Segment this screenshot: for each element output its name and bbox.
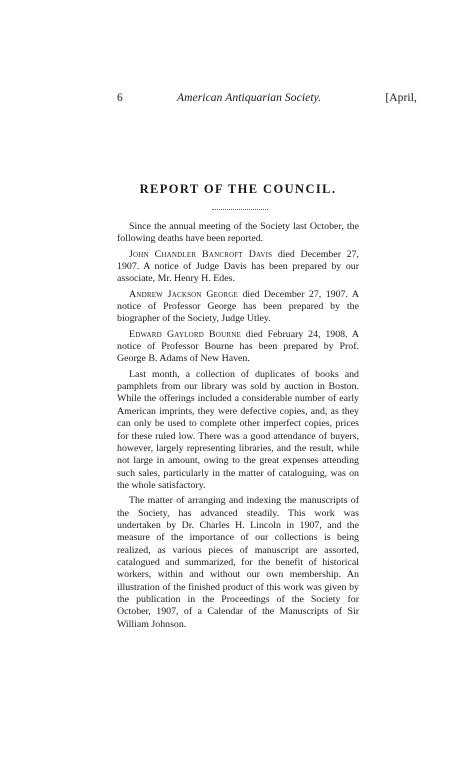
deceased-name: John Chandler Bancroft Davis xyxy=(129,248,273,260)
paragraph-text: The matter of arranging and indexing the manuscripts of the Society, has advanced steadily. This work was undertaken by Dr. Charles H. Lincoln in 1907, and the measure of the importance of our collections is being realized, as various pieces of manuscript are assorted, catalogued and summarized, for the benefit of historical workers, within and without our own membership. An illustration of the finished product of this work was given by the publication in the Proceedings of the Society for October, 1907, of a Calendar of the Manuscripts of Sir William Johnson. xyxy=(117,495,359,630)
page-number: 6 xyxy=(117,92,123,104)
paragraph-death-notice xyxy=(117,329,359,366)
paragraph-intro xyxy=(117,221,359,246)
title-rule xyxy=(212,209,268,210)
paragraph-text: Last month, a collection of duplicates of books and pamphlets from our library was sold by auction in Boston. While the offerings included a considerable number of early American imprints, they were defective copies, and, as they can only be used to complete other imperfect copies, prices for these ruled low. There was a good attendance of buyers, however, largely representing libraries, and the result, while not large in amount, owing to the great expenses attending such sales, particularly in the matter of cataloguing, was on the whole satisfactory. xyxy=(117,368,359,491)
paragraph-text: Since the annual meeting of the Society last October, the following deaths have been reported. xyxy=(117,221,359,245)
section-title: REPORT OF THE COUNCIL. xyxy=(139,182,337,196)
paragraph-manuscripts xyxy=(117,495,359,631)
running-date: [April, xyxy=(385,92,417,104)
paragraph-auction xyxy=(117,369,359,492)
deceased-name: Andrew Jackson George xyxy=(129,288,238,300)
paragraph-text: died December 27, 1907. A notice of Judge Davis has been prepared by our associate, Mr. Henry H. Edes. xyxy=(117,248,359,285)
paragraph-text: died December 27, 1907. A notice of Professor George has been prepared by the biographer of the Society, Judge Utley. xyxy=(117,288,359,325)
deceased-name: Edward Gaylord Bourne xyxy=(129,328,241,340)
report-body xyxy=(117,221,359,634)
paragraph-text: died February 24, 1908. A notice of Professor Bourne has been prepared by Prof. George B. Adams of New Haven. xyxy=(117,328,359,365)
running-head xyxy=(117,92,417,108)
running-title: American Antiquarian Society. xyxy=(177,92,322,104)
paragraph-death-notice xyxy=(117,289,359,326)
paragraph-death-notice xyxy=(117,249,359,286)
